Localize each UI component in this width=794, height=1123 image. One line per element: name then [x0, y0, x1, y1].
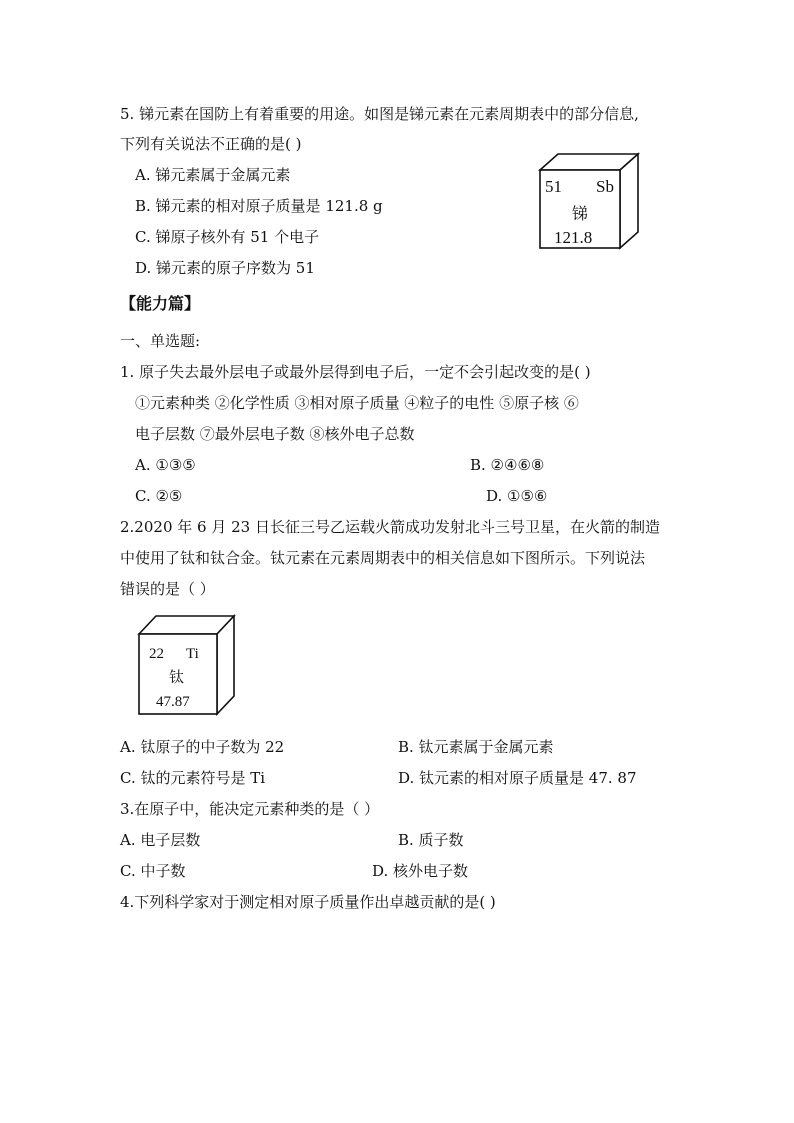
q2-stem-line2: 中使用了钛和钛合金。钛元素在元素周期表中的相关信息如下图所示。下列说法	[120, 549, 646, 567]
q5-option-a: A. 锑元素属于金属元素	[135, 166, 291, 184]
q5-option-d: D. 锑元素的原子序数为 51	[135, 259, 315, 277]
ti-symbol: Ti	[186, 646, 199, 662]
q1-option-c: C. ②⑤	[135, 487, 183, 505]
q1-option-b: B. ②④⑥⑧	[470, 456, 545, 474]
section-title: 【能力篇】	[120, 294, 201, 313]
sb-mass: 121.8	[554, 228, 593, 247]
ti-element-cell	[134, 612, 240, 716]
q1-items-line2: 电子层数 ⑦最外层电子数 ⑧核外电子总数	[135, 425, 415, 443]
q1-stem: 1. 原子失去最外层电子或最外层得到电子后，一定不会引起改变的是( )	[120, 363, 591, 381]
ti-atomic-number: 22	[149, 646, 164, 662]
sb-element-cell	[534, 150, 644, 252]
q4-stem: 4.下列科学家对于测定相对原子质量作出卓越贡献的是( )	[120, 893, 496, 911]
q2-option-b: B. 钛元素属于金属元素	[398, 738, 554, 756]
ti-mass: 47.87	[156, 694, 190, 710]
q5-option-b: B. 锑元素的相对原子质量是 121.8 g	[135, 197, 383, 215]
q5-stem-line2: 下列有关说法不正确的是( )	[120, 135, 302, 153]
q3-stem: 3.在原子中，能决定元素种类的是（ ）	[120, 800, 380, 818]
q3-option-b: B. 质子数	[398, 831, 464, 849]
q3-option-c: C. 中子数	[120, 862, 186, 880]
q1-option-a: A. ①③⑤	[135, 456, 196, 474]
q1-items-line1: ①元素种类 ②化学性质 ③相对原子质量 ④粒子的电性 ⑤原子核 ⑥	[135, 394, 579, 412]
q5-stem-line1: 5. 锑元素在国防上有着重要的用途。如图是锑元素在元素周期表中的部分信息,	[120, 105, 639, 123]
q2-option-a: A. 钛原子的中子数为 22	[120, 738, 285, 756]
sb-symbol: Sb	[596, 177, 614, 196]
sb-name: 锑	[572, 206, 589, 223]
q2-option-d: D. 钛元素的相对原子质量是 47. 87	[398, 769, 637, 787]
q2-option-c: C. 钛的元素符号是 Ti	[120, 769, 266, 787]
q2-stem-line1: 2.2020 年 6 月 23 日长征三号乙运载火箭成功发射北斗三号卫星，在火箭的制造	[120, 518, 660, 536]
sub-title: 一、单选题:	[120, 332, 201, 350]
q3-option-d: D. 核外电子数	[372, 862, 469, 880]
sb-atomic-number: 51	[545, 177, 562, 196]
ti-name: 钛	[169, 670, 185, 686]
q1-option-d: D. ①⑤⑥	[486, 487, 548, 505]
q3-option-a: A. 电子层数	[120, 831, 201, 849]
q5-option-c: C. 锑原子核外有 51 个电子	[135, 228, 320, 246]
q2-stem-line3: 错误的是（ ）	[120, 580, 215, 598]
